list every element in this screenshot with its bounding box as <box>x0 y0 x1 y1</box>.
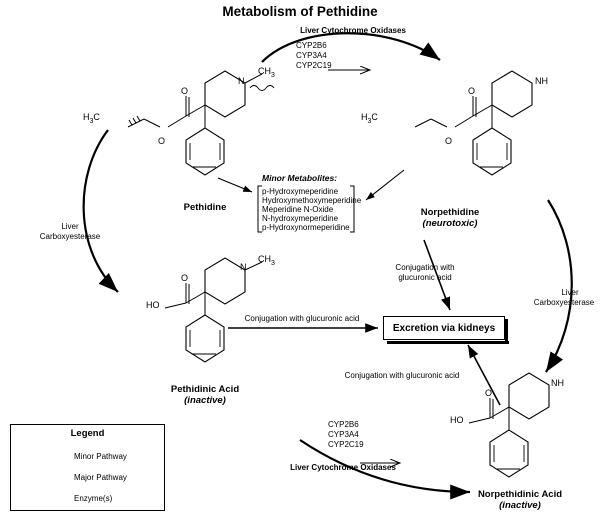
conjugation-label-upper-right-line2: glucuronic acid <box>398 273 452 282</box>
atom-label-pethidine-carbonyl-o: O <box>181 86 189 96</box>
excretion-box-shadow-bottom <box>387 341 509 344</box>
minor-metabolite-item-1: p-Hydroxymeperidine <box>262 187 339 196</box>
enzyme-label-right-carboxyesterase-line2: Carboxyesterase <box>533 298 595 307</box>
legend-item-minor-pathway: Minor Pathway <box>74 452 127 461</box>
atom-label-pethidine-ch3: $CH_3$ <box>258 66 275 79</box>
page-title: Metabolism of Pethidine <box>222 4 378 19</box>
enzyme-label-left-carboxyesterase-line2: Carboxyesterase <box>39 232 101 241</box>
atom-label-pethidine-n: N <box>238 76 245 86</box>
minor-metabolite-item-3: Meperidine N-Oxide <box>262 205 334 214</box>
atom-label-norpethidine-h3c: $H_3C$ <box>361 112 378 125</box>
atom-label-pethidinic-ho: HO <box>146 300 160 310</box>
atom-label-pethidinic-ch3: $CH_3$ <box>258 254 275 267</box>
conjugation-label-left: Conjugation with glucuronic acid <box>244 314 360 323</box>
atom-label-pethidinic-n: N <box>240 262 247 272</box>
atom-label-norpethidine-carbonyl-o: O <box>468 86 476 96</box>
compound-sub-norpethidine: (neurotoxic) <box>422 218 478 229</box>
atom-label-pethidine-ester-o: O <box>158 136 166 146</box>
compound-name-norpethidinic-acid: Norpethidinic Acid <box>477 489 563 500</box>
enzyme-label-right-carboxyesterase-line1: Liver <box>561 288 579 297</box>
minor-metabolite-item-2: Hydroxymethoxymeperidine <box>262 196 362 205</box>
minor-metabolite-item-5: p-Hydroxynormeperidine <box>262 223 350 232</box>
enzyme-heading-bottom: Liver Cytochrome Oxidases <box>290 463 396 472</box>
enzyme-heading-top: Liver Cytochrome Oxidases <box>300 26 406 35</box>
enzyme-item-cyp2b6-top: CYP2B6 <box>296 41 327 50</box>
enzyme-label-left-carboxyesterase-line1: Liver <box>61 222 79 231</box>
atom-label-norpethidinic-ho: HO <box>450 415 464 425</box>
legend-item-enzymes: Enzyme(s) <box>74 494 113 503</box>
compound-name-pethidine: Pethidine <box>183 202 227 213</box>
atom-label-norpethidinic-carbonyl-o: O <box>485 388 493 398</box>
minor-metabolites-heading: Minor Metabolites: <box>262 173 338 183</box>
enzyme-item-cyp2c19-bottom: CYP2C19 <box>328 440 364 449</box>
enzyme-item-cyp3a4-top: CYP3A4 <box>296 51 327 60</box>
legend-item-major-pathway: Major Pathway <box>74 473 127 482</box>
compound-sub-norpethidinic-acid: (inactive) <box>499 500 541 511</box>
compound-name-norpethidine: Norpethidine <box>420 207 480 218</box>
atom-label-norpethidine-nh: NH <box>535 76 548 86</box>
minor-metabolite-item-4: N-hydroxymeperidine <box>262 214 339 223</box>
excretion-box <box>383 316 505 340</box>
enzyme-item-cyp3a4-bottom: CYP3A4 <box>328 430 359 439</box>
legend-title: Legend <box>70 428 105 439</box>
excretion-label: Excretion via kidneys <box>392 322 496 334</box>
enzyme-item-cyp2b6-bottom: CYP2B6 <box>328 420 359 429</box>
atom-label-pethidinic-carbonyl-o: O <box>181 273 189 283</box>
conjugation-label-lower-right: Conjugation with glucuronic acid <box>344 371 460 380</box>
excretion-box-shadow <box>505 319 508 343</box>
enzyme-item-cyp2c19-top: CYP2C19 <box>296 61 332 70</box>
compound-name-pethidinic-acid: Pethidinic Acid <box>170 384 240 395</box>
atom-label-pethidine-h3c: $H_3C$ <box>83 112 100 125</box>
atom-label-norpethidinic-nh: NH <box>551 378 564 388</box>
atom-label-norpethidine-ester-o: O <box>445 136 453 146</box>
compound-sub-pethidinic-acid: (inactive) <box>184 395 226 406</box>
conjugation-label-upper-right-line1: Conjugation with <box>395 263 455 272</box>
